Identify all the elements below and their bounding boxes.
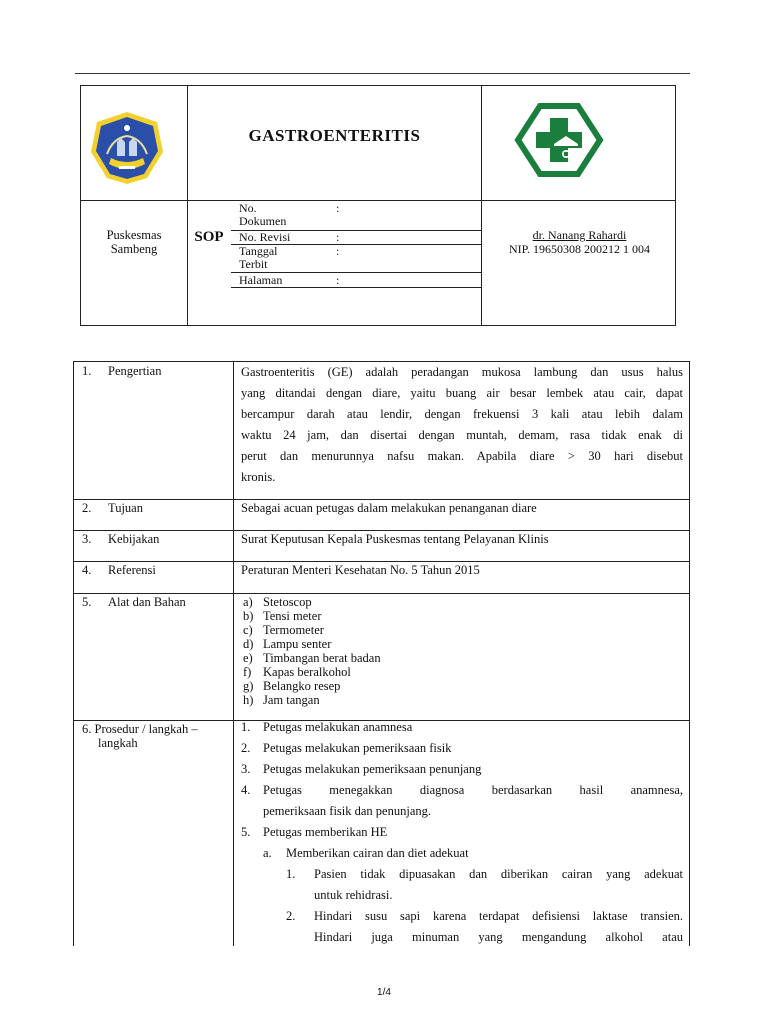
- header-divider: [481, 86, 482, 325]
- signer-name: dr. Nanang Rahardi: [532, 228, 627, 242]
- row-referensi: 4. Referensi Peraturan Menteri Kesehatan No. 5 Tahun 2015: [74, 561, 689, 594]
- list-item: 3. Petugas melakukan pemeriksaan penunjang: [241, 762, 482, 776]
- label-kebijakan: Kebijakan: [108, 532, 160, 546]
- sop-content-table: [73, 361, 690, 946]
- document-title: GASTROENTERITIS: [248, 126, 421, 145]
- label-alat-bahan: Alat dan Bahan: [108, 595, 186, 609]
- row-tujuan: 2. Tujuan Sebagai acuan petugas dalam melakukan penanganan diare: [74, 499, 689, 531]
- row-alat-bahan: 5. Alat dan Bahan a) Stetoscop b) Tensi meter c) Termometer d) Lampu senter e) Timbangan berat badan f) Kapas beralkohol g) Belangko resep h) Jam tangan: [74, 593, 689, 721]
- list-item: 1. Petugas melakukan anamnesa: [241, 720, 413, 734]
- list-prosedur: [241, 717, 683, 946]
- list-alat-bahan: [243, 595, 685, 707]
- puskesmas-name: Puskesmas Sambeng: [106, 228, 162, 256]
- signer-block: [482, 228, 677, 256]
- signer-nip: NIP. 19650308 200212 1 004: [508, 242, 650, 256]
- text-pengertian: Gastroenteritis (GE) adalah peradangan mukosa lambung dan usus halus yang ditandai dengan diare, yaitu buang air besar lembek atau cair, dapat bercampur darah atau lendir, dengan frekuensi 3 kali atau lebih dalam waktu 24 jam, dan disertai dengan muntah, demam, rasa tidak enak di perut dan menurunnya nafsu makan. Apabila diare > 30 hari disebut kronis.: [241, 365, 683, 484]
- header-divider: [81, 200, 675, 201]
- label-tujuan: Tujuan: [108, 501, 143, 515]
- list-item: f) Kapas beralkohol: [243, 665, 351, 679]
- row-pengertian: 1. Pengertian Gastroenteritis (GE) adalah peradangan mukosa lambung dan usus halus yang ditandai dengan diare, yaitu buang air besar lembek atau cair, dapat bercampur darah atau lendir, dengan frekuensi 3 kali atau lebih dalam waktu 24 jam, dan disertai dengan muntah, demam, rasa tidak enak di perut dan menurunnya nafsu makan. Apabila diare > 30 hari disebut kronis.: [74, 362, 689, 500]
- list-item: 1. Pasien tidak dipuasakan dan diberikan cairan yang adekuat untuk rehidrasi.: [286, 867, 683, 902]
- sop-header-box: GASTROENTERITIS Puskesmas Sambeng SOP No. Dokumen : No. Revisi : Tanggal Terbit : Halaman : dr. Nanang Rahardi NIP. 19650308 200212 1 004: [80, 85, 676, 326]
- regional-emblem-logo: [87, 108, 167, 188]
- row-prosedur: [74, 720, 689, 946]
- top-rule: [75, 73, 690, 74]
- text-kebijakan: Surat Keputusan Kepala Puskesmas tentang Pelayanan Klinis: [241, 532, 549, 546]
- text-tujuan: Sebagai acuan petugas dalam melakukan penanganan diare: [241, 501, 537, 515]
- label-pengertian: Pengertian: [108, 364, 162, 378]
- list-item: b) Tensi meter: [243, 609, 322, 623]
- list-item: a) Stetoscop: [243, 595, 312, 609]
- list-item: 4. Petugas menegakkan diagnosa berdasarkan hasil anamnesa, pemeriksaan fisik dan penunjang.: [241, 783, 683, 818]
- row-kebijakan: 3. Kebijakan Surat Keputusan Kepala Puskesmas tentang Pelayanan Klinis: [74, 530, 689, 562]
- list-item: 5. Petugas memberikan HE: [241, 825, 388, 839]
- text-referensi: Peraturan Menteri Kesehatan No. 5 Tahun 2015: [241, 563, 480, 577]
- list-item: d) Lampu senter: [243, 637, 332, 651]
- puskesmas-cross-logo: [514, 100, 604, 180]
- list-item: g) Belangko resep: [243, 679, 341, 693]
- label-referensi: Referensi: [108, 563, 156, 577]
- list-item: 2. Hindari susu sapi karena terdapat defisiensi laktase transien. Hindari juga minuman yang mengandung alkohol atau: [286, 909, 683, 944]
- page-number: 1/4: [377, 987, 391, 998]
- list-item: e) Timbangan berat badan: [243, 651, 381, 665]
- meta-divider: [231, 287, 482, 288]
- list-item: h) Jam tangan: [243, 693, 320, 707]
- list-item: 2. Petugas melakukan pemeriksaan fisik: [241, 741, 452, 755]
- list-item: c) Termometer: [243, 623, 324, 637]
- list-item: a. Memberikan cairan dan diet adekuat: [263, 846, 469, 860]
- label-prosedur: 6. Prosedur / langkah – langkah: [82, 722, 198, 750]
- header-divider: [187, 86, 188, 325]
- sop-label: SOP: [194, 229, 224, 245]
